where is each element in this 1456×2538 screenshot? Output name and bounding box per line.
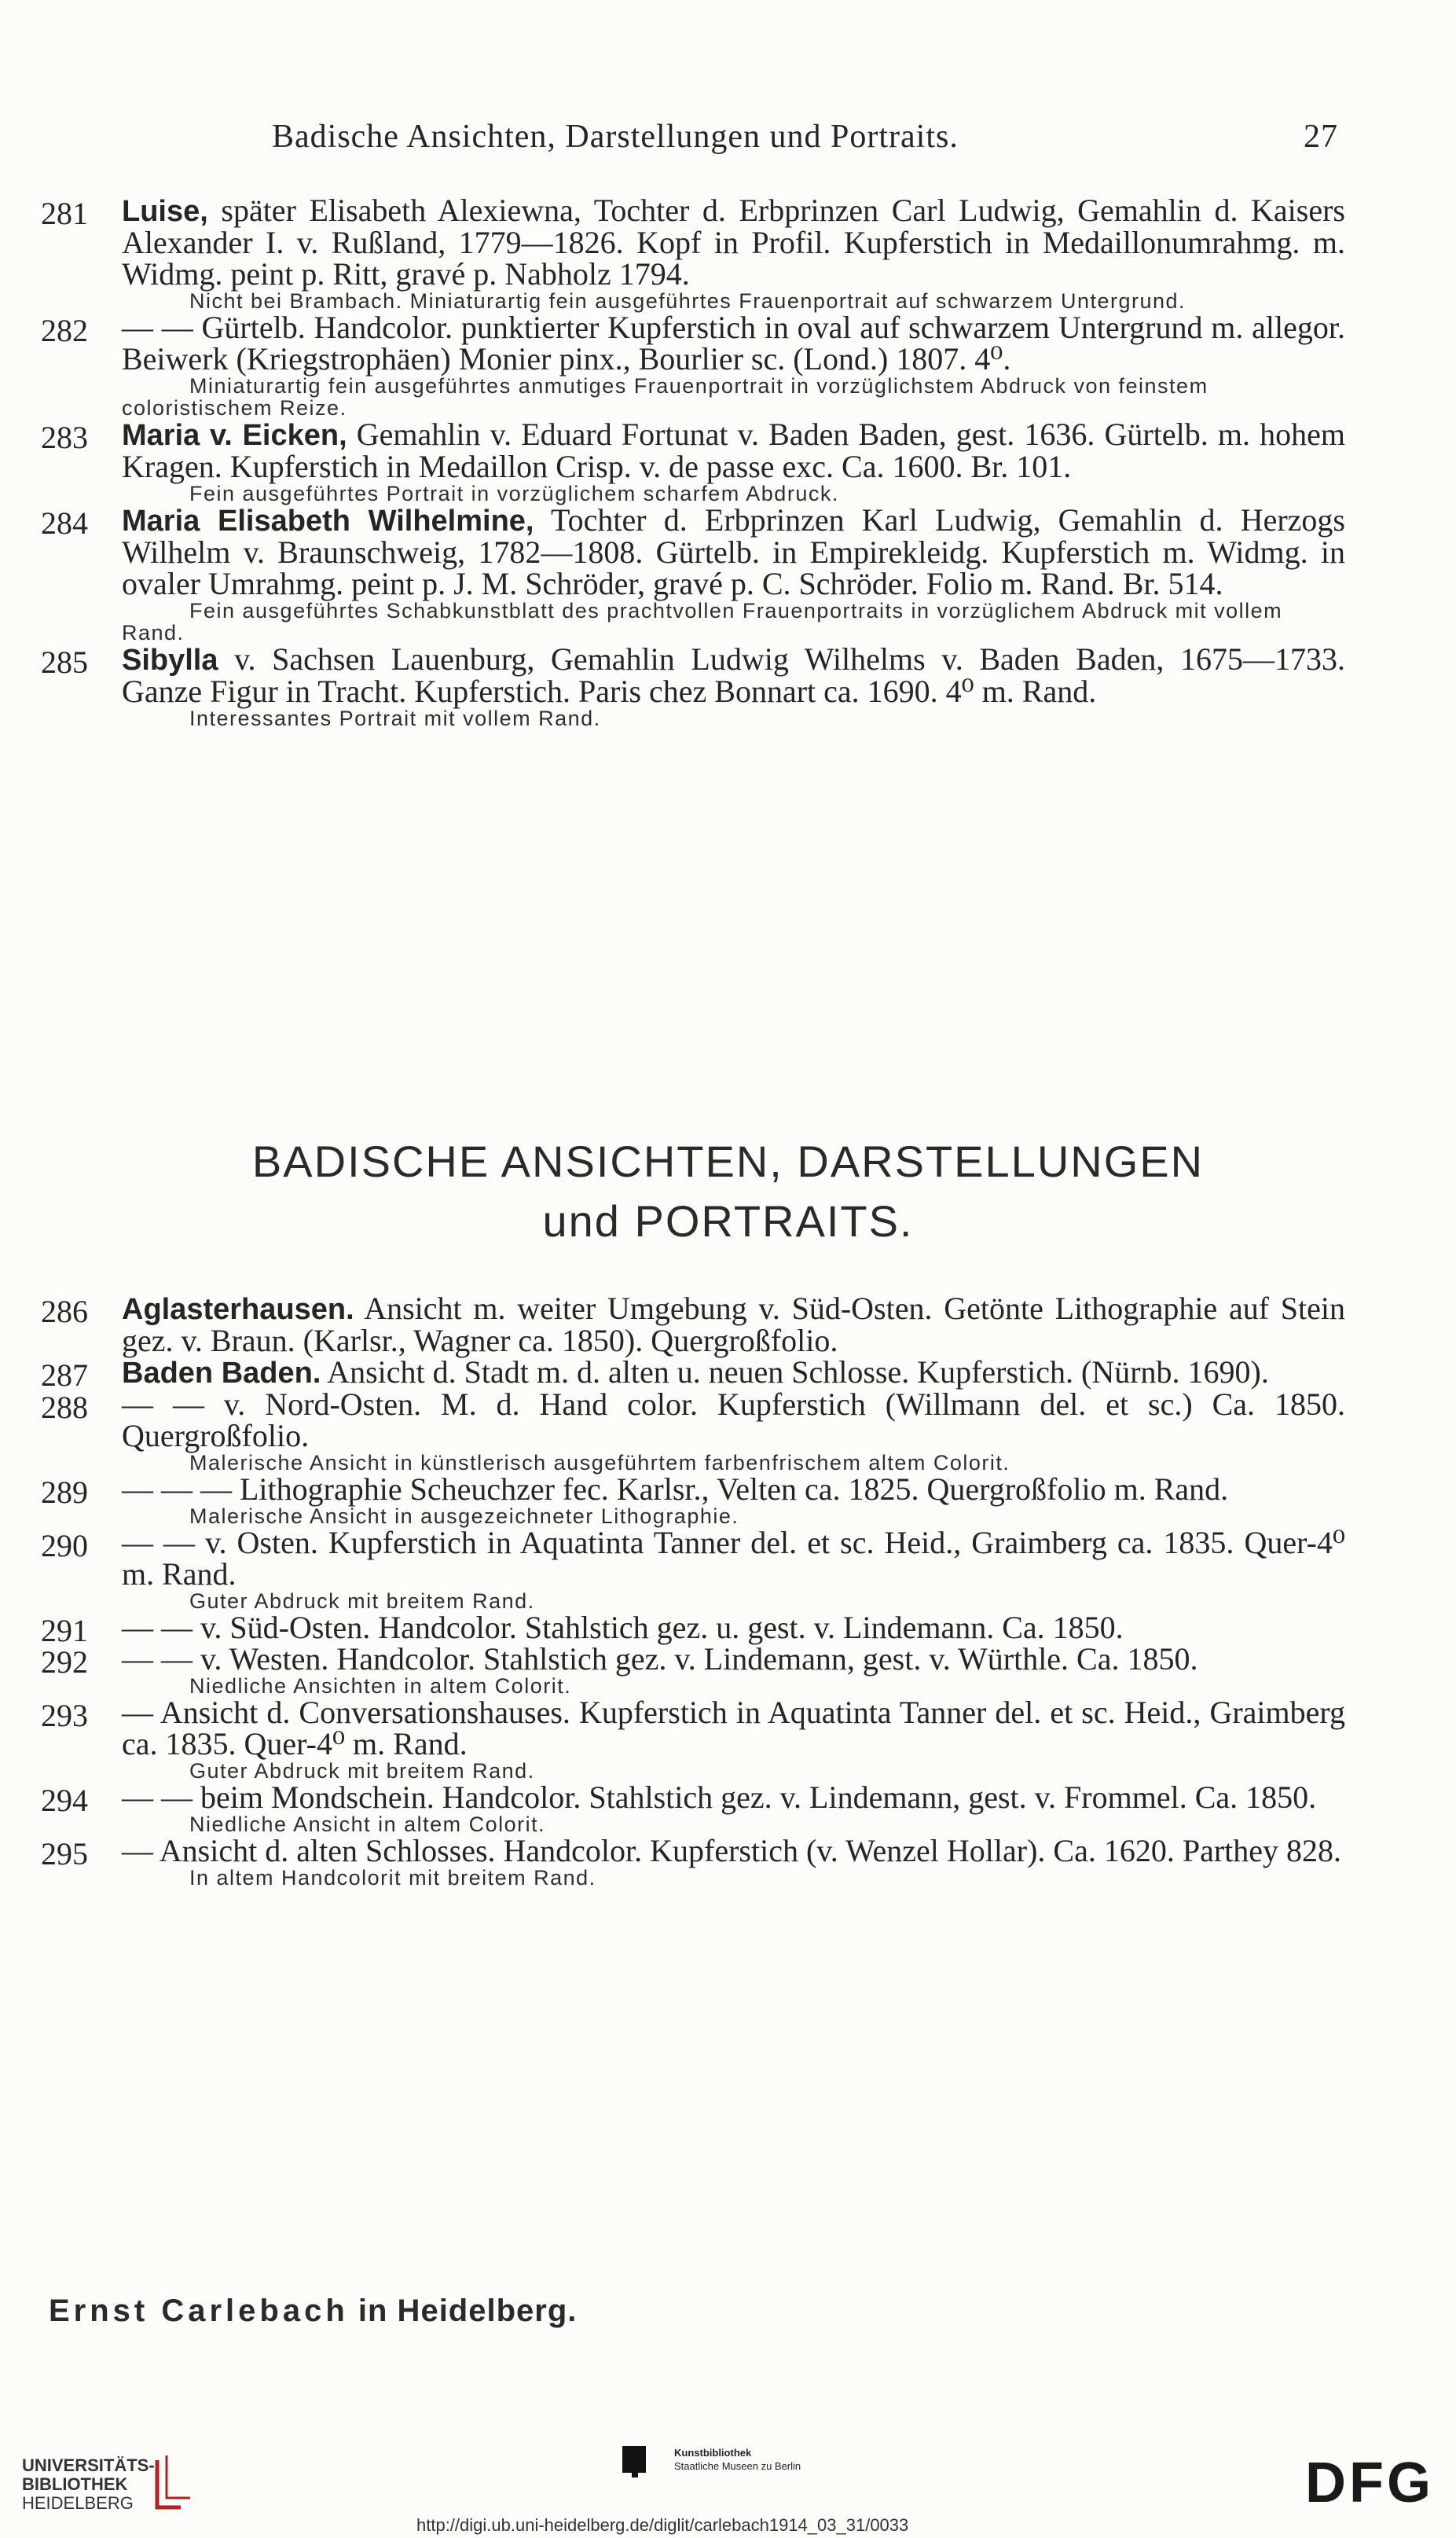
entry-text: — — v. Süd-Osten. Handcolor. Stahlstich gez. u. gest. v. Lindemann. Ca. 1850.	[122, 1610, 1124, 1645]
entry-text: — — Gürtelb. Handcolor. punktierter Kupferstich in oval auf schwarzem Untergrund m. allegor. Beiwerk (Kriegstrophäen) Monier pinx., Bourlier sc. (Lond.) 1807. 4⁰.	[122, 310, 1345, 376]
running-header	[272, 118, 1338, 156]
ub-line3: HEIDELBERG	[22, 2493, 134, 2513]
entry-description	[122, 1389, 1345, 1452]
entry-number: 284	[41, 505, 88, 541]
catalog-entry	[41, 1697, 1345, 1782]
entry-text: — — beim Mondschein. Handcolor. Stahlstich gez. v. Lindemann, gest. v. Frommel. Ca. 1850.	[122, 1780, 1317, 1815]
entry-subject: Maria v. Eicken,	[122, 419, 347, 452]
catalog-entry	[41, 1641, 1345, 1698]
catalog-entry	[41, 1354, 1345, 1393]
entry-note: In altem Handcolorit mit breitem Rand.	[189, 1866, 596, 1890]
ub-emblem-icon	[149, 2452, 196, 2515]
entry-note: Malerische Ansicht in künstlerisch ausgeführtem farbenfrischem altem Colorit.	[189, 1451, 1010, 1475]
entry-description	[122, 1697, 1345, 1760]
section-title-line2: und PORTRAITS.	[542, 1196, 914, 1246]
entry-number: 290	[41, 1528, 88, 1563]
entry-text: Gemahlin v. Eduard Fortunat v. Baden Baden, gest. 1636. Gürtelb. m. hohem Kragen. Kupferstich in Medaillon Crisp. v. de passe exc. Ca. 1600. Br. 101.	[122, 417, 1346, 484]
ub-line1: UNIVERSITÄTS-	[22, 2455, 155, 2475]
catalog-entry	[41, 1835, 1345, 1889]
entry-number: 287	[41, 1357, 88, 1393]
entry-number: 291	[41, 1613, 88, 1648]
entry-text: später Elisabeth Alexiewna, Tochter d. Erbprinzen Carl Ludwig, Gemahlin d. Kaisers Alexander I. v. Rußland, 1779—1826. Kopf in Profil. Kupferstich in Medaillonumrahmg. m. Widmg. peint p. Ritt, gravé p. Nabholz 1794.	[122, 193, 1345, 292]
entry-number: 294	[41, 1783, 88, 1818]
entry-note: Miniaturartig fein ausgeführtes anmutiges Frauenportrait in vorzüglichstem Abdruck von feinstem coloristischem Reize.	[122, 374, 1208, 420]
entry-number: 293	[41, 1698, 88, 1733]
publisher-imprint	[49, 2294, 577, 2329]
footer-bar	[0, 2421, 1456, 2538]
entry-number: 283	[41, 420, 88, 455]
page-number: 27	[1304, 119, 1338, 155]
entry-description	[122, 1471, 1345, 1507]
entry-number: 288	[41, 1390, 88, 1425]
entry-note: Fein ausgeführtes Portrait in vorzüglichem scharfem Abdruck.	[189, 482, 839, 505]
ub-heidelberg-logo[interactable]	[22, 2456, 155, 2513]
entry-description	[122, 1527, 1345, 1590]
entry-subject: Sibylla	[122, 644, 218, 677]
catalog-entry	[41, 641, 1345, 730]
entry-text: — Ansicht d. Conversationshauses. Kupferstich in Aquatinta Tanner del. et sc. Heid., Graimberg ca. 1835. Quer-4⁰ m. Rand.	[122, 1695, 1345, 1761]
entry-number: 286	[41, 1294, 88, 1329]
entry-note: Interessantes Portrait mit vollem Rand.	[189, 707, 601, 730]
entry-subject: Baden Baden.	[122, 1357, 321, 1390]
entry-text: Tochter d. Erbprinzen Karl Ludwig, Gemahlin d. Herzogs Wilhelm v. Braunschweig, 1782—1808. Gürtelb. in Empirekleidg. Kupferstich m. Widmg. in ovaler Umrahmg. peint p. J. M. Schröder, gravé p. C. Schröder. Folio m. Rand. Br. 514.	[122, 502, 1345, 601]
entry-text: — — v. Westen. Handcolor. Stahlstich gez. v. Lindemann, gest. v. Würthle. Ca. 1850.	[122, 1641, 1198, 1677]
catalog-entry	[41, 1610, 1345, 1648]
entry-text: — — — Lithographie Scheuchzer fec. Karlsr., Velten ca. 1825. Quergroßfolio m. Rand.	[122, 1471, 1229, 1507]
catalog-entry	[41, 1527, 1345, 1612]
publisher-name: Ernst Carlebach	[49, 2294, 349, 2328]
dfg-logo[interactable]: DFG	[1305, 2452, 1434, 2514]
entry-note: Guter Abdruck mit breitem Rand.	[189, 1759, 535, 1783]
entry-note: Guter Abdruck mit breitem Rand.	[189, 1589, 535, 1613]
entry-note: Nicht bei Brambach. Miniaturartig fein ausgeführtes Frauenportrait auf schwarzem Untergrund.	[189, 289, 1186, 313]
entry-description	[122, 641, 1345, 709]
kb-subtitle: Staatliche Museen zu Berlin	[674, 2460, 801, 2472]
entry-note: Niedliche Ansichten in altem Colorit.	[189, 1674, 572, 1698]
entry-description	[122, 1835, 1345, 1867]
publisher-city: in Heidelberg.	[348, 2294, 578, 2328]
entry-number: 282	[41, 313, 88, 348]
entry-text: — — v. Nord-Osten. M. d. Hand color. Kupferstich (Willmann del. et sc.) Ca. 1850. Quergroßfolio.	[122, 1387, 1345, 1453]
catalog-entry	[41, 1389, 1345, 1474]
entry-text: Ansicht d. Stadt m. d. alten u. neuen Schlosse. Kupferstich. (Nürnb. 1690).	[321, 1354, 1269, 1390]
entry-text: Ansicht m. weiter Umgebung v. Süd-Osten. Getönte Lithographie auf Stein gez. v. Braun. (Karlsr., Wagner ca. 1850). Quergroßfolio.	[122, 1291, 1345, 1358]
entry-text: v. Sachsen Lauenburg, Gemahlin Ludwig Wilhelms v. Baden Baden, 1675—1733. Ganze Figur in Tracht. Kupferstich. Paris chez Bonnart ca. 1690. 4⁰ m. Rand.	[122, 641, 1345, 709]
catalog-entry	[41, 195, 1345, 312]
catalog-entry	[41, 1471, 1345, 1528]
kunstbibliothek-emblem-icon	[621, 2444, 647, 2477]
ub-line2: BIBLIOTHEK	[22, 2474, 128, 2494]
entry-number: 292	[41, 1644, 88, 1680]
catalog-entry	[41, 312, 1345, 419]
catalog-entry	[41, 419, 1345, 505]
entry-description	[122, 312, 1345, 375]
entry-text: — — v. Osten. Kupferstich in Aquatinta Tanner del. et sc. Heid., Graimberg ca. 1835. Quer-4⁰ m. Rand.	[122, 1525, 1345, 1592]
section-title-line1: BADISCHE ANSICHTEN, DARSTELLUNGEN	[251, 1137, 1205, 1186]
entry-note: Niedliche Ansicht in altem Colorit.	[189, 1813, 546, 1836]
entry-description	[122, 502, 1345, 601]
catalog-entry	[41, 1782, 1345, 1835]
entry-description	[122, 195, 1345, 290]
entry-subject: Aglasterhausen.	[122, 1293, 354, 1326]
section-title	[0, 1132, 1456, 1251]
header-title: Badische Ansichten, Darstellungen und Portraits.	[272, 119, 959, 155]
entry-number: 281	[41, 196, 88, 231]
kunstbibliothek-logo[interactable]	[674, 2446, 801, 2473]
entry-subject: Maria Elisabeth Wilhelmine,	[122, 505, 534, 538]
entries-top	[41, 195, 1345, 729]
entry-description	[122, 419, 1345, 483]
entry-description	[122, 1782, 1345, 1813]
catalog-entry	[41, 1293, 1345, 1357]
entry-number: 289	[41, 1475, 88, 1510]
permalink-url[interactable]: http://digi.ub.uni-heidelberg.de/diglit/carlebach1914_03_31/0033	[416, 2515, 909, 2535]
catalog-entry	[41, 502, 1345, 645]
entry-description	[122, 1641, 1345, 1677]
entry-description	[122, 1612, 1345, 1644]
entry-number: 295	[41, 1836, 88, 1871]
entry-number: 285	[41, 645, 88, 680]
entry-note: Malerische Ansicht in ausgezeichneter Lithographie.	[189, 1504, 739, 1528]
entry-note: Fein ausgeführtes Schabkunstblatt des prachtvollen Frauenportraits in vorzüglichem Abdruck mit vollem Rand.	[122, 599, 1283, 645]
entry-subject: Luise,	[122, 195, 208, 228]
entries-bottom	[41, 1293, 1345, 1889]
kb-title: Kunstbibliothek	[674, 2447, 752, 2459]
entry-description	[122, 1293, 1345, 1357]
entry-description	[122, 1354, 1345, 1390]
entry-text: — Ansicht d. alten Schlosses. Handcolor. Kupferstich (v. Wenzel Hollar). Ca. 1620. Parthey 828.	[122, 1833, 1342, 1868]
